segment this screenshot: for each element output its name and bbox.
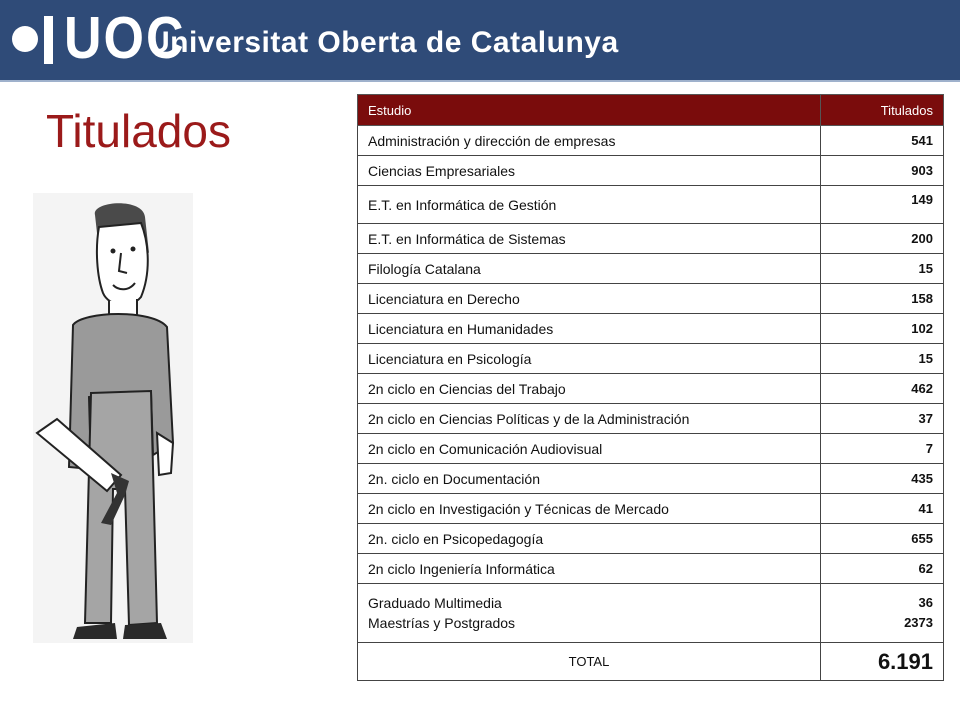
header-banner (0, 0, 960, 80)
study-name: 2n ciclo en Comunicación Audiovisual (358, 434, 821, 464)
graduates-count: 36 (918, 595, 933, 610)
column-header-estudio: Estudio (358, 95, 821, 126)
graduates-count: 462 (821, 374, 944, 404)
uoc-logo-dot-icon (12, 26, 38, 52)
table-row (358, 284, 944, 314)
table-row-double (358, 584, 944, 643)
graduates-count: 37 (821, 404, 944, 434)
study-name: Graduado Multimedia (368, 595, 502, 611)
study-name: Administración y dirección de empresas (358, 126, 821, 156)
graduates-count: 903 (821, 156, 944, 186)
graduates-count: 7 (821, 434, 944, 464)
graduates-count: 200 (821, 224, 944, 254)
study-name: Ciencias Empresariales (358, 156, 821, 186)
table-row (358, 126, 944, 156)
page-title: Titulados (46, 105, 231, 157)
total-row (358, 643, 944, 681)
graduates-count: 41 (821, 494, 944, 524)
study-name: E.T. en Informática de Gestión (358, 186, 821, 224)
graduates-count: 2373 (904, 615, 933, 630)
table-row (358, 434, 944, 464)
table-row (358, 254, 944, 284)
study-name: E.T. en Informática de Sistemas (358, 224, 821, 254)
graduates-table (357, 94, 944, 681)
uoc-logo-text: UOC (64, 5, 186, 72)
table-row (358, 374, 944, 404)
graduates-count: 62 (821, 554, 944, 584)
graduates-count: 541 (821, 126, 944, 156)
graduates-count: 15 (821, 254, 944, 284)
table-row (358, 186, 944, 224)
table-row (358, 524, 944, 554)
total-value: 6.191 (821, 643, 944, 681)
study-name: 2n ciclo en Ciencias del Trabajo (358, 374, 821, 404)
table-header-row (358, 95, 944, 126)
study-name: 2n. ciclo en Psicopedagogía (358, 524, 821, 554)
table-row (358, 464, 944, 494)
graduate-cartoon-illustration (33, 193, 193, 643)
study-name-pair (358, 584, 821, 643)
study-name: Licenciatura en Psicología (358, 344, 821, 374)
total-label: TOTAL (358, 643, 821, 681)
header-divider (0, 80, 960, 82)
table-row (358, 344, 944, 374)
graduates-count: 149 (821, 186, 944, 224)
table-row (358, 404, 944, 434)
study-name: 2n ciclo en Ciencias Políticas y de la Administración (358, 404, 821, 434)
table-row (358, 554, 944, 584)
university-name: Universitat Oberta de Catalunya (148, 26, 619, 59)
table-row (358, 314, 944, 344)
study-name: Maestrías y Postgrados (368, 615, 516, 631)
study-name: Licenciatura en Humanidades (358, 314, 821, 344)
column-header-titulados: Titulados (821, 95, 944, 126)
study-name: 2n ciclo en Investigación y Técnicas de Mercado (358, 494, 821, 524)
graduates-count: 655 (821, 524, 944, 554)
study-name: Filología Catalana (358, 254, 821, 284)
graduates-count: 158 (821, 284, 944, 314)
graduates-count-pair (821, 584, 944, 643)
table-row (358, 156, 944, 186)
graduates-count: 435 (821, 464, 944, 494)
study-name: 2n. ciclo en Documentación (358, 464, 821, 494)
graduates-count: 15 (821, 344, 944, 374)
table-row (358, 224, 944, 254)
graduates-count: 102 (821, 314, 944, 344)
uoc-logo-bar-icon (44, 16, 53, 64)
study-name: Licenciatura en Derecho (358, 284, 821, 314)
study-name: 2n ciclo Ingeniería Informática (358, 554, 821, 584)
table-row (358, 494, 944, 524)
